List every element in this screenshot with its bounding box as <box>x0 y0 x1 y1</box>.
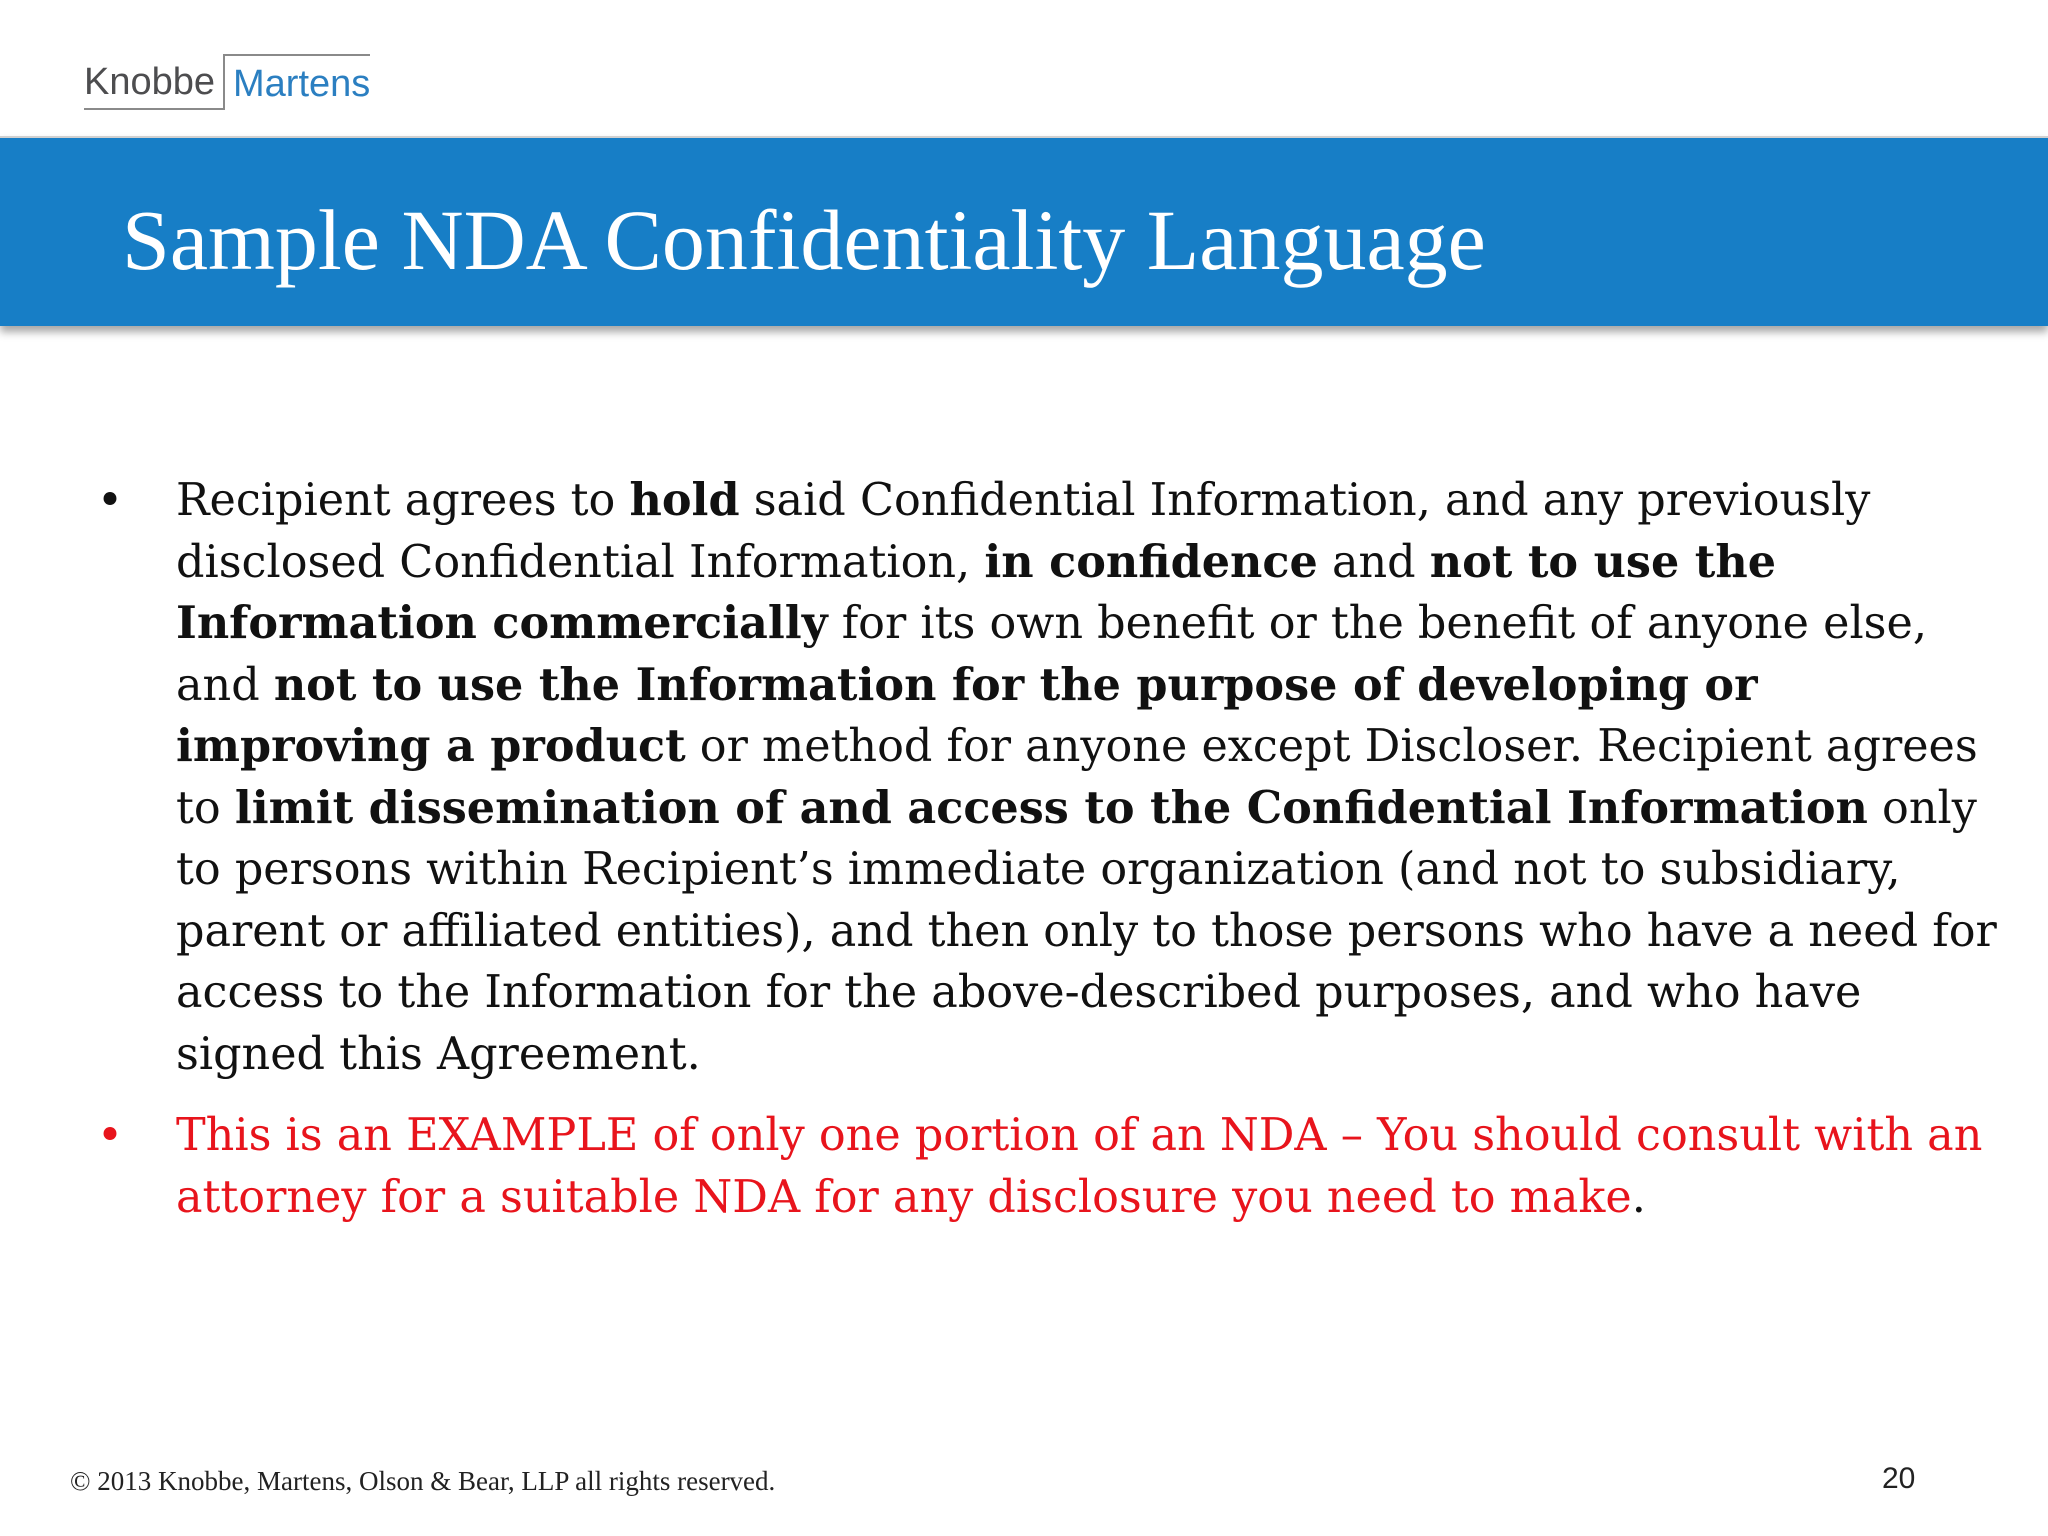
emphasis-limit-dissemination: limit dissemination of and access to the Confidential Information <box>234 781 1868 834</box>
bullet-list <box>90 470 2020 1228</box>
text-segment: for its own benefit or the benefit of anyone else, and <box>176 598 1928 711</box>
text-segment: and <box>1317 536 1430 588</box>
bullet-item-warning <box>90 1105 2020 1228</box>
bullet-glyph: • <box>96 1110 124 1161</box>
logo-word-martens: Martens <box>225 54 370 110</box>
text-segment: only to persons within Recipient’s immediate organization (and not to subsidiary, parent or affiliated entities), and then only to those persons who have a need for access to the Information for the above-described purposes, and who have signed this Agreement. <box>176 782 1997 1080</box>
text-segment: This is an EXAMPLE of only one portion of an NDA – You should consult with an attorney for a suitable NDA for any disclosure you need to make <box>176 1110 1983 1223</box>
text-segment: said Confidential Information, and any previously disclosed Confidential Information, <box>176 475 1871 588</box>
company-logo <box>84 54 370 110</box>
bullet-glyph: • <box>96 475 124 526</box>
text-segment-period: . <box>1631 1171 1646 1223</box>
logo-word-knobbe: Knobbe <box>84 54 225 110</box>
title-bar <box>0 136 2048 326</box>
emphasis-in-confidence: in confidence <box>984 535 1318 588</box>
slide-title: Sample NDA Confidentiality Language <box>122 192 1486 288</box>
copyright-notice: © 2013 Knobbe, Martens, Olson & Bear, LLP all rights reserved. <box>70 1466 776 1496</box>
warning-text <box>176 1110 1982 1223</box>
text-segment: or method for anyone except Discloser. Recipient agrees to <box>176 721 1978 834</box>
emphasis-no-product-development: not to use the Information for the purpose of developing or improving a product <box>176 658 1758 772</box>
bullet-item-nda-clause <box>90 470 2020 1085</box>
text-segment: Recipient agrees to <box>176 475 630 526</box>
emphasis-no-commercial-use: not to use the Information commercially <box>176 535 1777 649</box>
emphasis-hold: hold <box>629 474 740 526</box>
page-number: 20 <box>1882 1462 1916 1495</box>
clause-text <box>176 475 1997 1080</box>
